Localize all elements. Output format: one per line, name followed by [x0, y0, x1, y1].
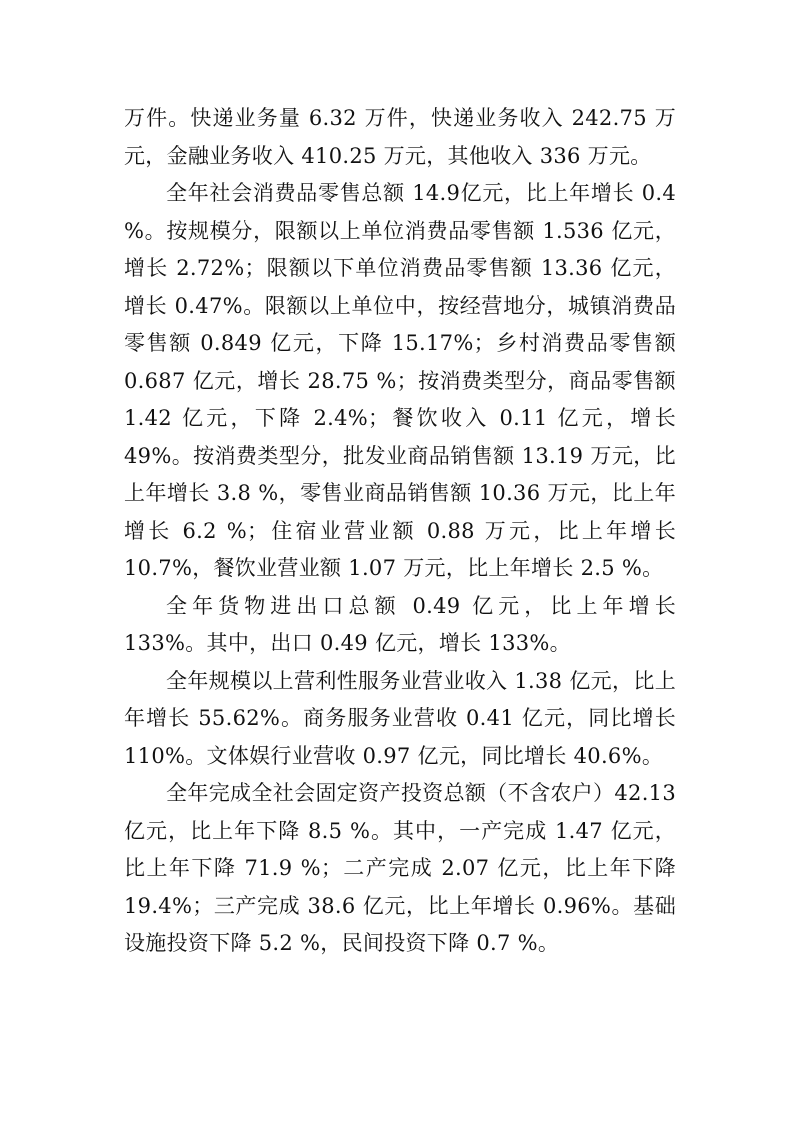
paragraph-retail-sales: 全年社会消费品零售总额 14.9亿元，比上年增长 0.4 %。按规模分，限额以上单位消费品零售额 1.536 亿元，增长 2.72%；限额以下单位消费品零售额 13.36 亿元，增长 0.47%。限额以上单位中，按经营地分，城镇消费品零售额 0.849 亿元，下降 15.17%；乡村消费品零售额 0.687 亿元，增长 28.75 %；按消费类型分，商品零售额 1.42 亿元，下降 2.4%；餐饮收入 0.11 亿元，增长 49%。按消费类型分，批发业商品销售额 13.19 万元，比上年增长 3.8 %，零售业商品销售额 10.36 万元，比上年增长 6.2 %；住宿业营业额 0.88 万元，比上年增长 10.7%，餐饮业营业额 1.07 万元，比上年增长 2.5 %。	[124, 181, 676, 580]
paragraph-fixed-investment: 全年完成全社会固定资产投资总额（不含农户）42.13 亿元，比上年下降 8.5 %。其中，一产完成 1.47 亿元，比上年下降 71.9 %；二产完成 2.07 亿元，比上年下降 19.4%；三产完成 38.6 亿元，比上年增长 0.96%。基础设施投资下降 5.2 %，民间投资下降 0.7 %。	[124, 781, 676, 955]
paragraph-service-industry: 全年规模以上营利性服务业营业收入 1.38 亿元，比上年增长 55.62%。商务服务业营收 0.41 亿元，同比增长 110%。文体娱行业营收 0.97 亿元，同比增长 40.6%。	[124, 668, 676, 768]
body-text	[124, 100, 676, 963]
paragraph-import-export: 全年货物进出口总额 0.49 亿元，比上年增长 133%。其中，出口 0.49 亿元，增长 133%。	[124, 593, 676, 655]
paragraph-continuation: 万件。快递业务量 6.32 万件，快递业务收入 242.75 万元，金融业务收入 410.25 万元，其他收入 336 万元。	[124, 106, 676, 168]
